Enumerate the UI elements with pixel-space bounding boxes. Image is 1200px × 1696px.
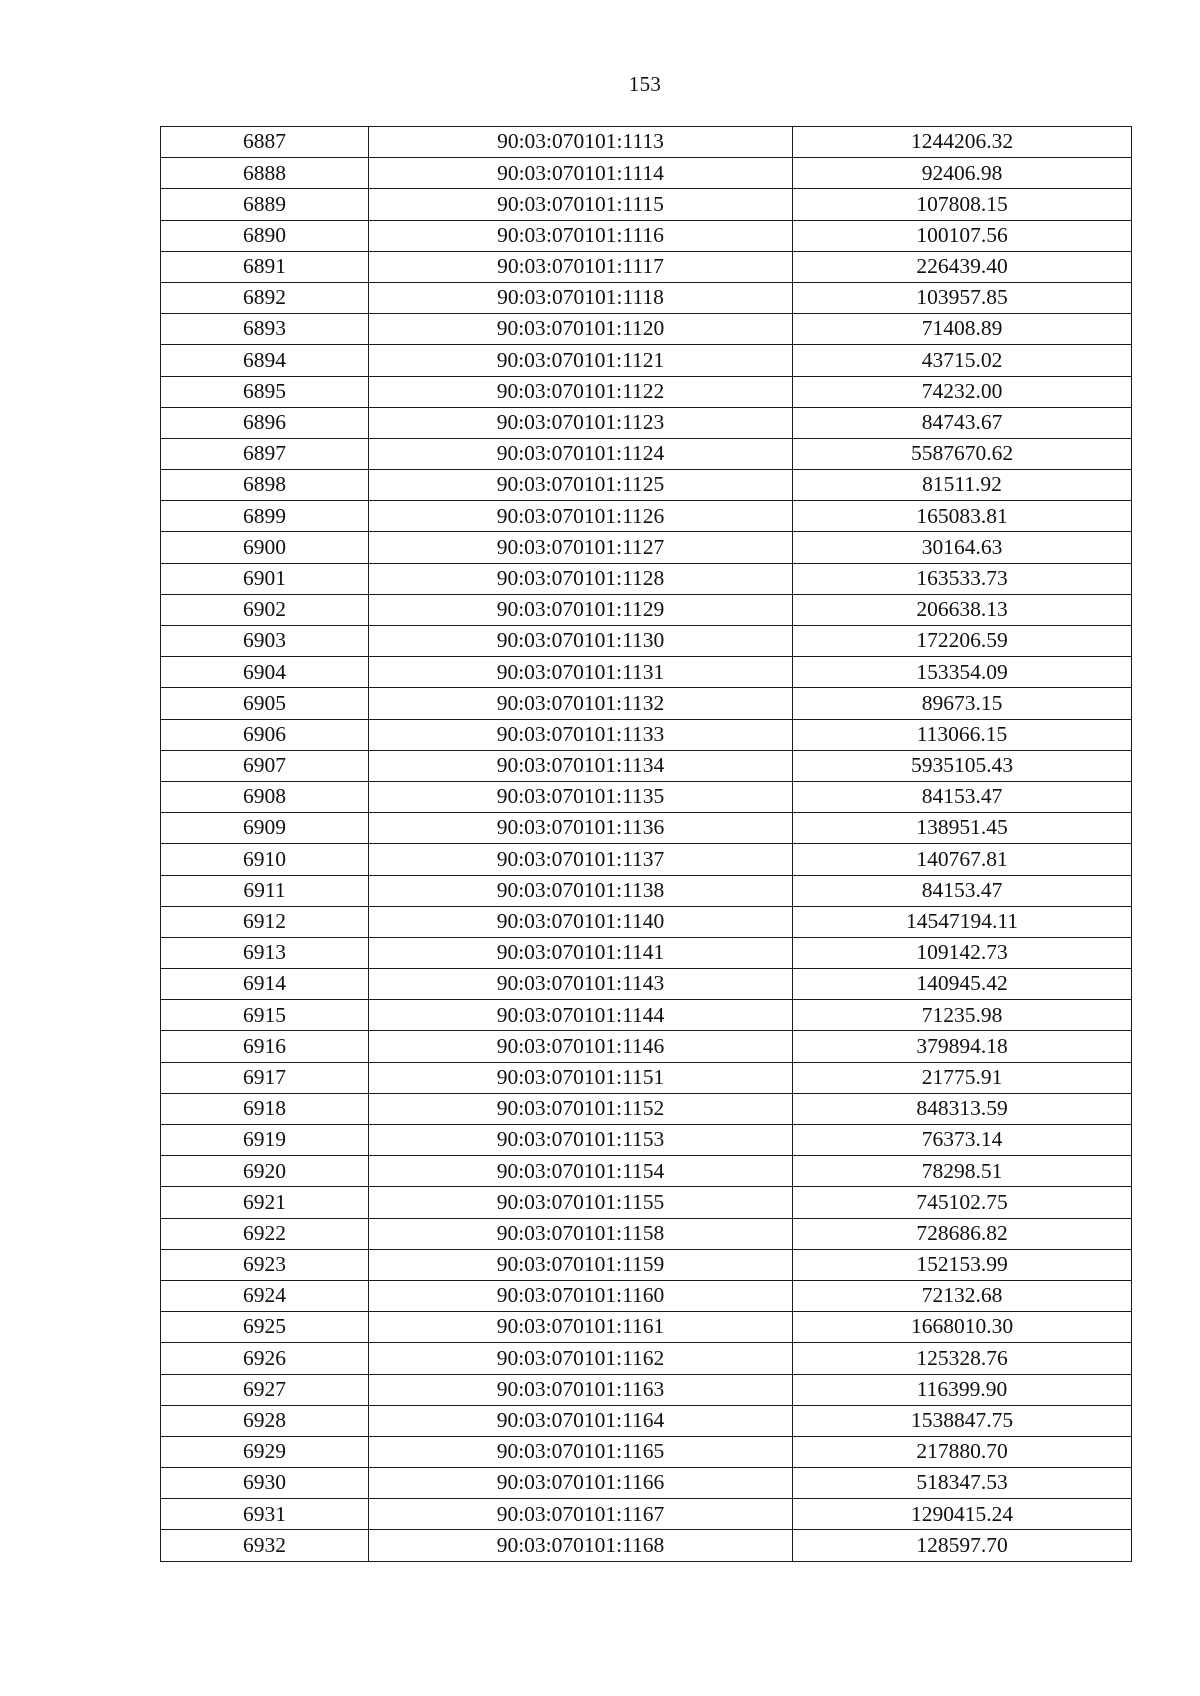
row-number-cell: 6892 [161, 282, 369, 313]
cadastral-number-cell: 90:03:070101:1128 [369, 563, 793, 594]
row-number-cell: 6893 [161, 314, 369, 345]
row-number-cell: 6905 [161, 688, 369, 719]
row-number-cell: 6911 [161, 875, 369, 906]
row-number-cell: 6926 [161, 1343, 369, 1374]
row-number-cell: 6912 [161, 906, 369, 937]
row-number-cell: 6900 [161, 532, 369, 563]
table-row [161, 969, 1132, 1000]
cadastral-value-cell: 226439.40 [793, 251, 1132, 282]
cadastral-number-cell: 90:03:070101:1152 [369, 1093, 793, 1124]
cadastral-number-cell: 90:03:070101:1146 [369, 1031, 793, 1062]
table-row [161, 594, 1132, 625]
table-row [161, 1499, 1132, 1530]
cadastral-value-cell: 138951.45 [793, 813, 1132, 844]
cadastral-value-cell: 206638.13 [793, 594, 1132, 625]
cadastral-value-cell: 84743.67 [793, 407, 1132, 438]
cadastral-number-cell: 90:03:070101:1168 [369, 1530, 793, 1561]
cadastral-value-cell: 109142.73 [793, 937, 1132, 968]
cadastral-value-cell: 217880.70 [793, 1436, 1132, 1467]
row-number-cell: 6921 [161, 1187, 369, 1218]
cadastral-number-cell: 90:03:070101:1116 [369, 220, 793, 251]
table-row [161, 282, 1132, 313]
cadastral-value-cell: 78298.51 [793, 1156, 1132, 1187]
cadastral-value-cell: 745102.75 [793, 1187, 1132, 1218]
table-row [161, 906, 1132, 937]
row-number-cell: 6928 [161, 1405, 369, 1436]
table-row [161, 750, 1132, 781]
table-row [161, 127, 1132, 158]
cadastral-number-cell: 90:03:070101:1132 [369, 688, 793, 719]
table-row [161, 1187, 1132, 1218]
table-row [161, 1062, 1132, 1093]
row-number-cell: 6922 [161, 1218, 369, 1249]
cadastral-value-cell: 113066.15 [793, 719, 1132, 750]
table-row [161, 1000, 1132, 1031]
cadastral-number-cell: 90:03:070101:1129 [369, 594, 793, 625]
cadastral-value-cell: 100107.56 [793, 220, 1132, 251]
cadastral-value-cell: 125328.76 [793, 1343, 1132, 1374]
cadastral-value-cell: 848313.59 [793, 1093, 1132, 1124]
cadastral-number-cell: 90:03:070101:1136 [369, 813, 793, 844]
cadastral-value-cell: 1538847.75 [793, 1405, 1132, 1436]
cadastral-value-cell: 71408.89 [793, 314, 1132, 345]
row-number-cell: 6910 [161, 844, 369, 875]
cadastral-number-cell: 90:03:070101:1134 [369, 750, 793, 781]
cadastral-value-cell: 76373.14 [793, 1125, 1132, 1156]
row-number-cell: 6931 [161, 1499, 369, 1530]
cadastral-number-cell: 90:03:070101:1153 [369, 1125, 793, 1156]
table-row [161, 158, 1132, 189]
row-number-cell: 6932 [161, 1530, 369, 1561]
cadastral-value-cell: 518347.53 [793, 1468, 1132, 1499]
table-row [161, 875, 1132, 906]
table-row [161, 1218, 1132, 1249]
row-number-cell: 6929 [161, 1436, 369, 1467]
table-row [161, 501, 1132, 532]
cadastral-value-cell: 172206.59 [793, 626, 1132, 657]
cadastral-number-cell: 90:03:070101:1120 [369, 314, 793, 345]
table-row [161, 1374, 1132, 1405]
row-number-cell: 6914 [161, 969, 369, 1000]
cadastral-number-cell: 90:03:070101:1131 [369, 657, 793, 688]
row-number-cell: 6906 [161, 719, 369, 750]
cadastral-number-cell: 90:03:070101:1163 [369, 1374, 793, 1405]
cadastral-value-cell: 92406.98 [793, 158, 1132, 189]
cadastral-number-cell: 90:03:070101:1144 [369, 1000, 793, 1031]
cadastral-number-cell: 90:03:070101:1114 [369, 158, 793, 189]
row-number-cell: 6898 [161, 470, 369, 501]
cadastral-value-cell: 165083.81 [793, 501, 1132, 532]
cadastral-number-cell: 90:03:070101:1117 [369, 251, 793, 282]
cadastral-value-cell: 71235.98 [793, 1000, 1132, 1031]
table-row [161, 844, 1132, 875]
cadastral-value-cell: 103957.85 [793, 282, 1132, 313]
table-row [161, 657, 1132, 688]
table-row [161, 563, 1132, 594]
table-row [161, 1436, 1132, 1467]
table-row [161, 719, 1132, 750]
table-row [161, 1093, 1132, 1124]
table-row [161, 937, 1132, 968]
cadastral-value-cell: 153354.09 [793, 657, 1132, 688]
cadastral-value-table [160, 126, 1132, 1562]
cadastral-number-cell: 90:03:070101:1165 [369, 1436, 793, 1467]
cadastral-number-cell: 90:03:070101:1166 [369, 1468, 793, 1499]
row-number-cell: 6899 [161, 501, 369, 532]
cadastral-number-cell: 90:03:070101:1126 [369, 501, 793, 532]
table-row [161, 1125, 1132, 1156]
table-row [161, 376, 1132, 407]
cadastral-number-cell: 90:03:070101:1122 [369, 376, 793, 407]
table-row [161, 345, 1132, 376]
table-row [161, 626, 1132, 657]
cadastral-value-cell: 84153.47 [793, 781, 1132, 812]
cadastral-number-cell: 90:03:070101:1137 [369, 844, 793, 875]
table-row [161, 189, 1132, 220]
cadastral-value-cell: 163533.73 [793, 563, 1132, 594]
row-number-cell: 6896 [161, 407, 369, 438]
row-number-cell: 6924 [161, 1280, 369, 1311]
table-row [161, 1530, 1132, 1561]
row-number-cell: 6907 [161, 750, 369, 781]
row-number-cell: 6888 [161, 158, 369, 189]
cadastral-number-cell: 90:03:070101:1135 [369, 781, 793, 812]
cadastral-value-cell: 30164.63 [793, 532, 1132, 563]
cadastral-value-cell: 21775.91 [793, 1062, 1132, 1093]
cadastral-number-cell: 90:03:070101:1133 [369, 719, 793, 750]
page-number: 153 [628, 72, 662, 96]
cadastral-value-cell: 1244206.32 [793, 127, 1132, 158]
cadastral-number-cell: 90:03:070101:1125 [369, 470, 793, 501]
table-row [161, 438, 1132, 469]
cadastral-value-cell: 5587670.62 [793, 438, 1132, 469]
cadastral-number-cell: 90:03:070101:1151 [369, 1062, 793, 1093]
row-number-cell: 6909 [161, 813, 369, 844]
cadastral-value-cell: 81511.92 [793, 470, 1132, 501]
row-number-cell: 6891 [161, 251, 369, 282]
cadastral-number-cell: 90:03:070101:1115 [369, 189, 793, 220]
table-row [161, 1312, 1132, 1343]
cadastral-number-cell: 90:03:070101:1158 [369, 1218, 793, 1249]
table-row [161, 1280, 1132, 1311]
cadastral-value-cell: 140767.81 [793, 844, 1132, 875]
cadastral-number-cell: 90:03:070101:1159 [369, 1249, 793, 1280]
cadastral-number-cell: 90:03:070101:1162 [369, 1343, 793, 1374]
cadastral-value-cell: 140945.42 [793, 969, 1132, 1000]
table-row [161, 314, 1132, 345]
cadastral-number-cell: 90:03:070101:1123 [369, 407, 793, 438]
table-row [161, 470, 1132, 501]
cadastral-number-cell: 90:03:070101:1113 [369, 127, 793, 158]
row-number-cell: 6889 [161, 189, 369, 220]
cadastral-number-cell: 90:03:070101:1160 [369, 1280, 793, 1311]
row-number-cell: 6930 [161, 1468, 369, 1499]
row-number-cell: 6897 [161, 438, 369, 469]
cadastral-value-cell: 89673.15 [793, 688, 1132, 719]
table-row [161, 1249, 1132, 1280]
cadastral-number-cell: 90:03:070101:1141 [369, 937, 793, 968]
table-row [161, 220, 1132, 251]
cadastral-number-cell: 90:03:070101:1124 [369, 438, 793, 469]
cadastral-value-cell: 43715.02 [793, 345, 1132, 376]
table-row [161, 1405, 1132, 1436]
row-number-cell: 6894 [161, 345, 369, 376]
cadastral-number-cell: 90:03:070101:1161 [369, 1312, 793, 1343]
table-row [161, 688, 1132, 719]
row-number-cell: 6927 [161, 1374, 369, 1405]
cadastral-number-cell: 90:03:070101:1140 [369, 906, 793, 937]
cadastral-number-cell: 90:03:070101:1130 [369, 626, 793, 657]
row-number-cell: 6919 [161, 1125, 369, 1156]
row-number-cell: 6918 [161, 1093, 369, 1124]
cadastral-number-cell: 90:03:070101:1143 [369, 969, 793, 1000]
cadastral-value-cell: 5935105.43 [793, 750, 1132, 781]
cadastral-value-cell: 14547194.11 [793, 906, 1132, 937]
cadastral-value-cell: 116399.90 [793, 1374, 1132, 1405]
table-row [161, 1031, 1132, 1062]
row-number-cell: 6913 [161, 937, 369, 968]
table-row [161, 251, 1132, 282]
row-number-cell: 6908 [161, 781, 369, 812]
table-row [161, 532, 1132, 563]
table-row [161, 781, 1132, 812]
cadastral-value-cell: 128597.70 [793, 1530, 1132, 1561]
cadastral-value-cell: 152153.99 [793, 1249, 1132, 1280]
row-number-cell: 6923 [161, 1249, 369, 1280]
cadastral-value-cell: 107808.15 [793, 189, 1132, 220]
cadastral-number-cell: 90:03:070101:1164 [369, 1405, 793, 1436]
cadastral-value-cell: 72132.68 [793, 1280, 1132, 1311]
table-row [161, 813, 1132, 844]
row-number-cell: 6920 [161, 1156, 369, 1187]
cadastral-number-cell: 90:03:070101:1121 [369, 345, 793, 376]
cadastral-number-cell: 90:03:070101:1127 [369, 532, 793, 563]
cadastral-value-cell: 1668010.30 [793, 1312, 1132, 1343]
row-number-cell: 6917 [161, 1062, 369, 1093]
cadastral-number-cell: 90:03:070101:1138 [369, 875, 793, 906]
row-number-cell: 6895 [161, 376, 369, 407]
row-number-cell: 6915 [161, 1000, 369, 1031]
row-number-cell: 6902 [161, 594, 369, 625]
table-row [161, 1343, 1132, 1374]
cadastral-number-cell: 90:03:070101:1155 [369, 1187, 793, 1218]
row-number-cell: 6903 [161, 626, 369, 657]
table-row [161, 1468, 1132, 1499]
cadastral-value-cell: 74232.00 [793, 376, 1132, 407]
row-number-cell: 6904 [161, 657, 369, 688]
cadastral-number-cell: 90:03:070101:1167 [369, 1499, 793, 1530]
cadastral-number-cell: 90:03:070101:1154 [369, 1156, 793, 1187]
row-number-cell: 6887 [161, 127, 369, 158]
cadastral-value-cell: 1290415.24 [793, 1499, 1132, 1530]
table-row [161, 407, 1132, 438]
cadastral-value-cell: 728686.82 [793, 1218, 1132, 1249]
table-row [161, 1156, 1132, 1187]
row-number-cell: 6890 [161, 220, 369, 251]
row-number-cell: 6901 [161, 563, 369, 594]
table-body [161, 127, 1132, 1562]
row-number-cell: 6925 [161, 1312, 369, 1343]
cadastral-number-cell: 90:03:070101:1118 [369, 282, 793, 313]
cadastral-value-cell: 379894.18 [793, 1031, 1132, 1062]
row-number-cell: 6916 [161, 1031, 369, 1062]
cadastral-value-cell: 84153.47 [793, 875, 1132, 906]
